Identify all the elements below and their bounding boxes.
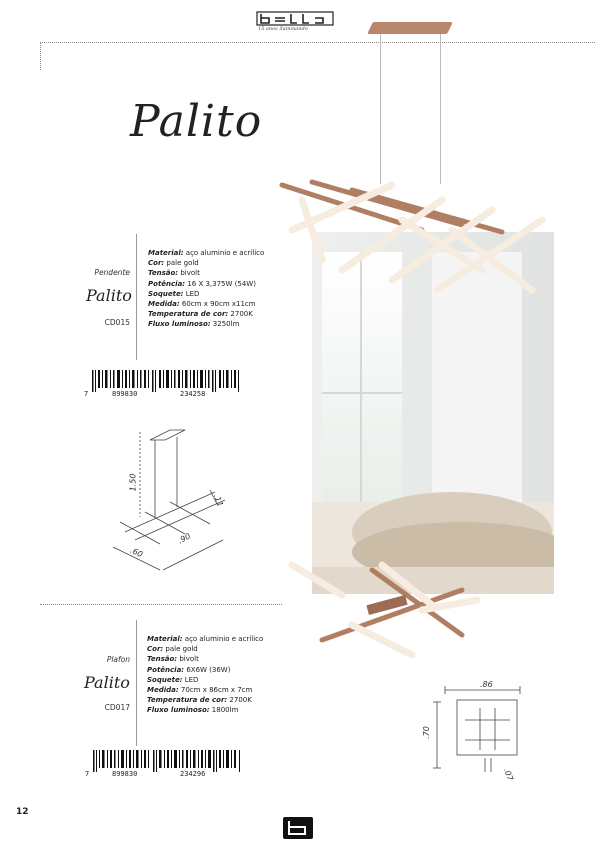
spec-value: LED xyxy=(182,675,199,684)
spec-row xyxy=(147,685,317,695)
product-code: CD015 xyxy=(104,318,130,327)
spec-label: Tensão: xyxy=(147,655,178,664)
barcode xyxy=(93,750,243,772)
spec-row xyxy=(147,634,317,644)
barcode-digits-right: 234258 xyxy=(180,390,206,398)
product-specs xyxy=(148,248,318,330)
spec-label: Temperatura de cor: xyxy=(147,696,228,705)
barcode-digits-left: 899830 xyxy=(112,390,138,398)
spec-row xyxy=(148,289,318,299)
plafon-technical-drawing xyxy=(425,680,535,785)
spec-row xyxy=(147,705,317,715)
product-title: Palito xyxy=(130,96,263,147)
spec-value: 60cm x 90cm x11cm xyxy=(179,300,256,309)
spec-row xyxy=(148,309,318,319)
spec-label: Soquete: xyxy=(148,289,184,298)
spec-divider xyxy=(136,234,137,360)
spec-value: aço aluminio e acrílico xyxy=(182,635,264,643)
product-specs xyxy=(147,634,317,716)
spec-label: Cor: xyxy=(147,645,164,654)
spec-row xyxy=(148,268,318,278)
spec-row xyxy=(147,644,317,654)
header-divider-tick xyxy=(40,42,42,70)
section-divider xyxy=(40,604,282,605)
product-series-name: Palito xyxy=(86,286,132,305)
dimension-height: .70 xyxy=(421,726,431,739)
dimension-length: .90 xyxy=(176,531,193,546)
spec-label: Tensão: xyxy=(148,269,179,278)
spec-row xyxy=(148,319,318,329)
product-category: Pendente xyxy=(94,268,130,277)
dimension-width: .86 xyxy=(480,680,493,689)
barcode-digit-prefix: 7 xyxy=(84,390,89,398)
ceiling-canopy xyxy=(367,22,453,34)
spec-value: 6X6W (36W) xyxy=(184,665,231,674)
product-code: CD017 xyxy=(104,703,130,712)
spec-label: Medida: xyxy=(147,686,179,695)
spec-value: 2700K xyxy=(228,310,253,319)
spec-divider xyxy=(136,620,137,746)
brand-tagline: 15 anos iluminando xyxy=(258,26,308,32)
dimension-depth: .07 xyxy=(501,766,515,783)
spec-label: Material: xyxy=(148,249,184,257)
spec-value: pale gold xyxy=(164,259,199,268)
barcode xyxy=(92,370,242,392)
spec-value: 2700K xyxy=(227,696,252,705)
spec-value: bivolt xyxy=(178,269,200,278)
barcode-digits-left: 899830 xyxy=(112,770,138,778)
spec-value: aço aluminio e acrílico xyxy=(183,249,265,257)
spec-value: pale gold xyxy=(163,645,198,654)
spec-label: Medida: xyxy=(148,300,180,309)
dimension-depth: .11 xyxy=(211,492,225,509)
dimension-width: .60 xyxy=(128,545,145,560)
footer-logo xyxy=(283,817,313,839)
product-series-name: Palito xyxy=(84,673,130,692)
header-divider xyxy=(40,42,595,43)
spec-row xyxy=(147,654,317,664)
spec-label: Fluxo luminoso: xyxy=(148,320,211,329)
spec-row xyxy=(147,675,317,685)
spec-row xyxy=(148,299,318,309)
spec-label: Potência: xyxy=(147,665,185,674)
spec-row xyxy=(148,258,318,268)
spec-label: Temperatura de cor: xyxy=(148,310,229,319)
barcode-digits-right: 234296 xyxy=(180,770,206,778)
spec-label: Soquete: xyxy=(147,675,183,684)
barcode-digit-prefix: 7 xyxy=(85,770,90,778)
spec-value: bivolt xyxy=(177,655,199,664)
spec-row xyxy=(147,665,317,675)
spec-value: 16 X 3,375W (54W) xyxy=(185,279,256,288)
spec-value: 1800lm xyxy=(209,706,239,715)
suspension-wire xyxy=(380,34,381,184)
spec-label: Potência: xyxy=(148,279,186,288)
spec-row xyxy=(148,279,318,289)
spec-label: Fluxo luminoso: xyxy=(147,706,210,715)
suspension-wire xyxy=(440,34,441,184)
spec-value: LED xyxy=(183,289,200,298)
spec-value: 3250lm xyxy=(210,320,240,329)
spec-label: Cor: xyxy=(148,259,165,268)
spec-value: 70cm x 86cm x 7cm xyxy=(178,686,253,695)
product-category: Plafon xyxy=(106,655,130,664)
page-number: 12 xyxy=(16,807,29,817)
spec-row xyxy=(147,695,317,705)
spec-row xyxy=(148,248,318,258)
dimension-height: 1.50 xyxy=(128,473,138,492)
spec-label: Material: xyxy=(147,635,183,643)
